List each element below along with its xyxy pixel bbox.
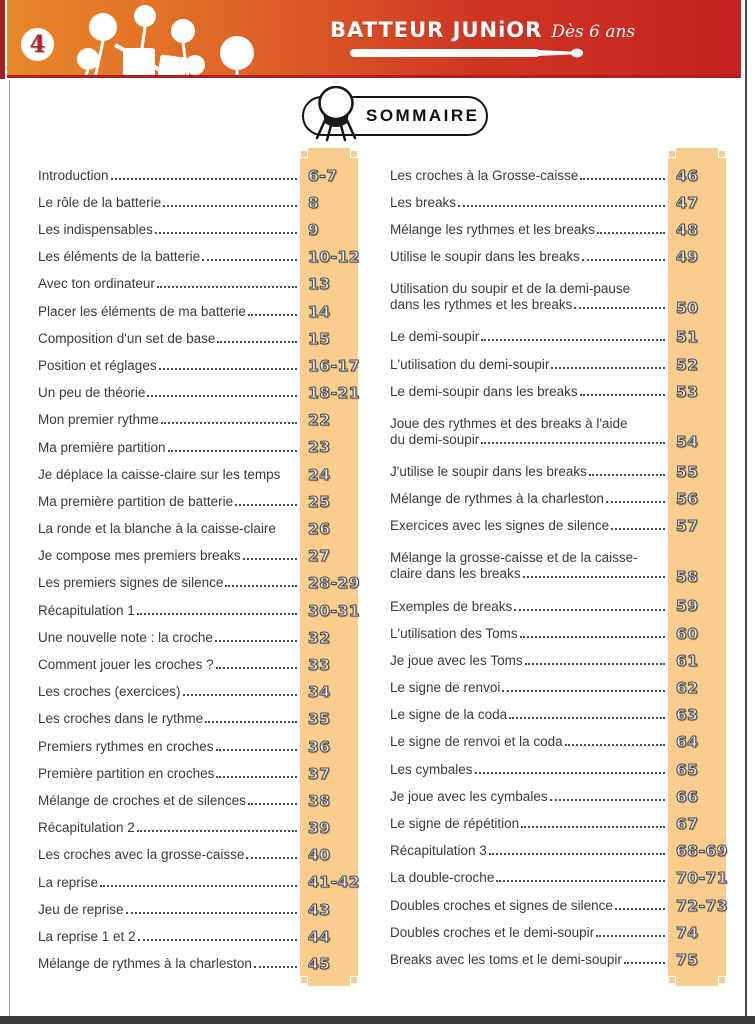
dotted-leader	[596, 935, 665, 937]
toc-entry-label: Le signe de répétition	[390, 816, 520, 831]
toc-entry-page: 41-42	[308, 873, 361, 892]
toc-entry	[390, 919, 726, 946]
toc-entry-label: Placer les éléments de ma batterie	[38, 303, 246, 319]
toc-entry-label: Je joue avec les cymbales	[390, 788, 548, 804]
toc-entry-page: 27	[308, 547, 331, 566]
dotted-leader	[163, 205, 297, 207]
toc-entry-label: La double-croche	[390, 870, 495, 886]
toc-entry-page: 50	[676, 298, 699, 317]
dotted-leader	[496, 880, 665, 882]
toc-entry	[390, 244, 726, 271]
toc-entry	[38, 733, 358, 760]
toc-entry-label: Mélange les rythmes et les breaks	[390, 222, 595, 237]
toc-entry-label: Utilisation du soupir et de la demi-pause	[390, 281, 631, 297]
dotted-leader	[138, 939, 297, 941]
toc-entry	[38, 325, 358, 352]
toc-entry-label: Breaks avec les toms et le demi-soupir	[390, 951, 622, 967]
toc-entry	[390, 729, 726, 756]
dotted-leader	[615, 908, 665, 910]
toc-entry	[38, 570, 361, 597]
toc-entry-page: 55	[676, 462, 699, 481]
toc-entry-label: Les croches dans le rythme	[38, 711, 204, 727]
toc-entry	[38, 896, 358, 923]
toc-entry-page: 13	[308, 275, 331, 294]
toc-entry-page: 49	[676, 248, 699, 267]
toc-entry-label: Une nouvelle note : la croche	[38, 629, 213, 645]
toc-entry-page: 45	[308, 955, 331, 974]
toc-entry	[390, 271, 726, 324]
dotted-leader	[183, 694, 297, 696]
toc-entry	[390, 162, 726, 189]
dotted-leader	[215, 640, 297, 642]
toc-entry	[390, 702, 726, 729]
toc-entry-label: Introduction	[38, 167, 109, 183]
toc-entry-page: 51	[676, 328, 699, 347]
toc-entry-label: Doubles croches et signes de silence	[390, 897, 613, 913]
dotted-leader	[235, 504, 297, 506]
toc-column-left	[38, 158, 361, 976]
toc-entry-page: 32	[308, 628, 331, 647]
toc-entry-label: Je compose mes premiers breaks	[38, 548, 241, 564]
toc-entry	[38, 923, 358, 950]
toc-entry	[390, 189, 726, 216]
dotted-leader	[582, 259, 665, 261]
toc-entry	[390, 216, 726, 243]
title-block	[330, 18, 660, 60]
toc-entry-page: 35	[308, 710, 331, 729]
toc-entry-page: 34	[308, 683, 331, 702]
toc-entry	[38, 869, 361, 896]
toc-entry	[38, 352, 361, 379]
toc-entry	[390, 593, 726, 620]
toc-entry	[38, 842, 358, 869]
toc-entry-label: Composition d'un set de base	[38, 330, 216, 346]
drum-kit-silhouette-icon	[65, 3, 277, 78]
toc-entry	[390, 865, 729, 892]
toc-entry-label: Je déplace la caisse-claire sur les temps	[38, 466, 281, 482]
toc-entry-label: Ma première partition de batterie	[38, 493, 234, 509]
toc-entry-label: L'utilisation des Toms	[390, 625, 518, 641]
toc-entry	[38, 380, 361, 407]
dotted-leader	[225, 585, 297, 587]
toc-entry	[38, 461, 358, 488]
toc-entry-page: 39	[308, 819, 331, 838]
toc-entry	[38, 624, 358, 651]
age-subtitle: Dès 6 ans	[551, 22, 636, 42]
toc-entry	[38, 706, 358, 733]
dotted-leader	[216, 667, 297, 669]
toc-entry-label: Les premiers signes de silence	[38, 575, 224, 591]
toc-entry	[390, 674, 726, 701]
toc-entry-page: 67	[676, 814, 699, 833]
dotted-leader	[551, 367, 665, 369]
book-title: BATTEUR JUNiOR	[330, 18, 543, 42]
dotted-leader	[514, 609, 665, 611]
toc-entry-page: 63	[676, 706, 699, 725]
dotted-leader	[521, 826, 665, 828]
toc-entry-page: 58	[676, 567, 699, 586]
toc-entry-page: 72-73	[676, 896, 729, 915]
toc-entry-page: 43	[308, 900, 331, 919]
toc-entry-label: Jeu de reprise	[38, 901, 124, 917]
toc-entry-page: 64	[676, 733, 699, 752]
dotted-leader	[161, 422, 297, 424]
toc-entry-page: 8	[308, 193, 320, 212]
toc-entry-page: 16-17	[308, 356, 361, 375]
toc-entry	[38, 244, 361, 271]
toc-entry	[38, 216, 358, 243]
toc-entry-label: Mélange de croches et de silences	[38, 792, 246, 808]
dotted-leader	[509, 717, 665, 719]
toc-entry-label: Exemples de breaks	[390, 598, 513, 614]
dotted-leader	[458, 205, 665, 207]
page-bottom-edge	[0, 1016, 755, 1024]
dotted-leader	[523, 576, 665, 578]
toc-entry-label: Utilise le soupir dans les breaks	[390, 249, 580, 265]
toc-entry-page: 14	[308, 302, 331, 321]
dotted-leader	[111, 178, 297, 180]
drumstick-icon	[350, 46, 585, 60]
toc-entry-page: 53	[676, 382, 699, 401]
toc-entry-page: 36	[308, 737, 331, 756]
toc-entry-label: Exercices avec les signes de silence	[390, 518, 610, 534]
toc-entry-page: 74	[676, 923, 699, 942]
toc-entry-page: 10-12	[308, 248, 361, 267]
dotted-leader	[565, 744, 665, 746]
dotted-leader	[126, 912, 297, 914]
toc-entry-label: Récapitulation 3	[390, 843, 487, 859]
dotted-leader	[216, 749, 297, 751]
dotted-leader	[475, 772, 665, 774]
toc-entry	[38, 162, 358, 189]
toc-entry-label: Joue des rythmes et des breaks à l'aide	[390, 415, 628, 431]
toc-entry-label: Les croches avec la grosse-caisse	[38, 847, 245, 863]
dotted-leader	[217, 341, 297, 343]
dotted-leader	[100, 885, 297, 887]
toc-entry	[390, 378, 726, 405]
toc-entry-page: 56	[676, 490, 699, 509]
toc-entry-label: Le demi-soupir dans les breaks	[390, 383, 578, 399]
toc-entry-page: 70-71	[676, 869, 729, 888]
toc-entry-page: 40	[308, 846, 331, 865]
toc-entry-page: 30-31	[308, 601, 361, 620]
toc-entry-label: Doubles croches et le demi-soupir	[390, 924, 595, 940]
dotted-leader	[502, 690, 665, 692]
toc-entry-page: 62	[676, 679, 699, 698]
toc-entry-label: Le demi-soupir	[390, 329, 480, 345]
toc-entry	[390, 892, 729, 919]
dotted-leader	[481, 339, 665, 341]
dotted-leader	[580, 178, 665, 180]
toc-entry	[390, 540, 726, 593]
toc-entry-label: Récapitulation 2	[38, 820, 135, 836]
toc-entry-label: Les indispensables	[38, 222, 153, 237]
snare-drum-icon	[312, 84, 360, 144]
page-right-edge-line	[745, 0, 747, 1016]
dotted-leader	[597, 232, 665, 234]
dotted-leader	[155, 232, 297, 234]
toc-entry-label: Le rôle de la batterie	[38, 194, 162, 210]
toc-entry-label: Mélange de rythmes à la charleston	[390, 491, 604, 507]
toc-entry	[38, 515, 358, 542]
dotted-leader	[205, 721, 297, 723]
dotted-leader	[550, 799, 665, 801]
toc-entry	[390, 838, 729, 865]
toc-entry	[38, 298, 358, 325]
toc-entry-label: Mon premier rythme	[38, 412, 159, 428]
toc-entry-label: Comment jouer les croches ?	[38, 657, 214, 672]
toc-entry	[38, 651, 358, 678]
toc-entry-label: L'utilisation du demi-soupir	[390, 356, 550, 372]
toc-entry-label-line2: claire dans les breaks	[390, 566, 521, 582]
sommaire-title: SOMMAIRE	[366, 106, 480, 125]
dotted-leader	[248, 314, 297, 316]
toc-entry	[38, 189, 358, 216]
toc-entry-page: 60	[676, 624, 699, 643]
toc-entry	[390, 756, 726, 783]
dotted-leader	[168, 450, 297, 452]
dotted-leader	[202, 259, 297, 261]
toc-entry	[38, 760, 358, 787]
dotted-leader	[216, 776, 297, 778]
toc-entry-label: Le signe de la coda	[390, 707, 508, 723]
toc-entry-page: 25	[308, 492, 331, 511]
toc-entry-page: 38	[308, 791, 331, 810]
toc-entry-label: Les breaks	[390, 194, 457, 210]
dotted-leader	[137, 830, 297, 832]
toc-entry-page: 23	[308, 438, 331, 457]
toc-entry	[38, 815, 358, 842]
dotted-leader	[254, 966, 297, 968]
toc-entry-page: 68-69	[676, 842, 729, 861]
toc-entry-page: 18-21	[308, 384, 361, 403]
toc-entry-page: 24	[308, 465, 331, 484]
dotted-leader	[606, 501, 665, 503]
page-number-badge	[21, 28, 54, 61]
toc-entry	[38, 543, 358, 570]
toc-entry	[38, 679, 358, 706]
toc-entry-label: Le signe de renvoi et la coda	[390, 734, 563, 750]
dotted-leader	[624, 962, 665, 964]
toc-entry-label: Mélange la grosse-caisse et de la caisse-	[390, 550, 638, 566]
toc-entry-page: 48	[676, 220, 699, 239]
toc-entry-page: 61	[676, 651, 699, 670]
toc-entry-label: Ma première partition	[38, 439, 166, 455]
toc-entry-label: La reprise 1 et 2	[38, 928, 136, 944]
toc-entry	[390, 405, 726, 458]
toc-entry	[38, 407, 358, 434]
toc-entry	[390, 810, 726, 837]
toc-entry-label: Première partition en croches	[38, 765, 215, 781]
toc-entry	[38, 597, 361, 624]
toc-entry-label: Le signe de renvoi	[390, 680, 501, 696]
page-left-spine	[0, 0, 5, 79]
toc-entry	[390, 513, 726, 540]
page-number: 4	[29, 31, 46, 58]
toc-entry	[390, 351, 726, 378]
toc-entry	[38, 434, 358, 461]
toc-entry-label: Avec ton ordinateur	[38, 276, 155, 292]
toc-entry	[38, 950, 358, 977]
toc-entry-label: Les éléments de la batterie	[38, 249, 201, 265]
toc-entry	[390, 486, 726, 513]
toc-entry-page: 52	[676, 355, 699, 374]
toc-entry-label: La ronde et la blanche à la caisse-claire	[38, 521, 276, 537]
sommaire-box	[302, 96, 488, 136]
toc-entry	[390, 783, 726, 810]
toc-entry-page: 9	[308, 220, 320, 239]
toc-entry-page: 15	[308, 329, 331, 348]
toc-entry	[390, 647, 726, 674]
toc-entry-page: 65	[676, 760, 699, 779]
toc-column-right	[390, 158, 729, 976]
dotted-leader	[248, 803, 297, 805]
toc-entry-label: Récapitulation 1	[38, 602, 135, 618]
toc-entry-label: Position et réglages	[38, 357, 157, 373]
page-left-edge-line	[9, 80, 10, 1016]
toc-entry-page: 46	[676, 166, 699, 185]
dotted-leader	[589, 474, 665, 476]
dotted-leader	[137, 613, 297, 615]
toc-entry-page: 28-29	[308, 574, 361, 593]
toc-entry	[38, 271, 358, 298]
toc-entry-label: Les croches (exercices)	[38, 684, 181, 700]
toc-entry-page: 33	[308, 655, 331, 674]
dotted-leader	[157, 286, 297, 288]
dotted-leader	[611, 528, 665, 530]
toc-entry	[38, 787, 358, 814]
toc-entry-label: J'utilise le soupir dans les breaks	[390, 463, 587, 479]
toc-entry-label: Les croches à la Grosse-caisse	[390, 167, 579, 183]
dotted-leader	[580, 394, 665, 396]
toc-entry-label: Premiers rythmes en croches	[38, 738, 214, 754]
dotted-leader	[481, 442, 665, 444]
dotted-leader	[489, 853, 665, 855]
toc-entry-page: 54	[676, 433, 699, 452]
toc-entry-page: 75	[676, 950, 699, 969]
toc-entry	[390, 458, 726, 485]
toc-entry-page: 6-7	[308, 166, 338, 185]
toc-entry	[390, 620, 726, 647]
toc-entry-label: La reprise	[38, 874, 99, 890]
dotted-leader	[574, 307, 665, 309]
toc-entry-label: Je joue avec les Toms	[390, 652, 523, 668]
toc-entry-page: 57	[676, 517, 699, 536]
toc-entry-label: Les cymbales	[390, 761, 473, 777]
toc-entry-label-line2: dans les rythmes et les breaks	[390, 297, 573, 313]
toc-entry-label: Un peu de théorie	[38, 385, 146, 401]
toc-entry	[390, 946, 726, 973]
toc-entry	[390, 324, 726, 351]
header-band	[7, 0, 741, 78]
toc-entry-label-line2: du demi-soupir	[390, 431, 480, 447]
toc-entry	[38, 488, 358, 515]
dotted-leader	[520, 636, 665, 638]
dotted-leader	[525, 663, 665, 665]
dotted-leader	[246, 857, 297, 859]
toc-entry-page: 26	[308, 520, 331, 539]
dotted-leader	[243, 558, 297, 560]
toc-entry-label: Mélange de rythmes à la charleston	[38, 956, 252, 972]
toc-entry-page: 37	[308, 764, 331, 783]
toc-entry-page: 44	[308, 927, 331, 946]
dotted-leader	[147, 395, 297, 397]
dotted-leader	[159, 368, 297, 370]
toc-entry-page: 66	[676, 787, 699, 806]
toc-entry-page: 59	[676, 597, 699, 616]
toc-entry-page: 22	[308, 411, 331, 430]
toc-entry-page: 47	[676, 193, 699, 212]
